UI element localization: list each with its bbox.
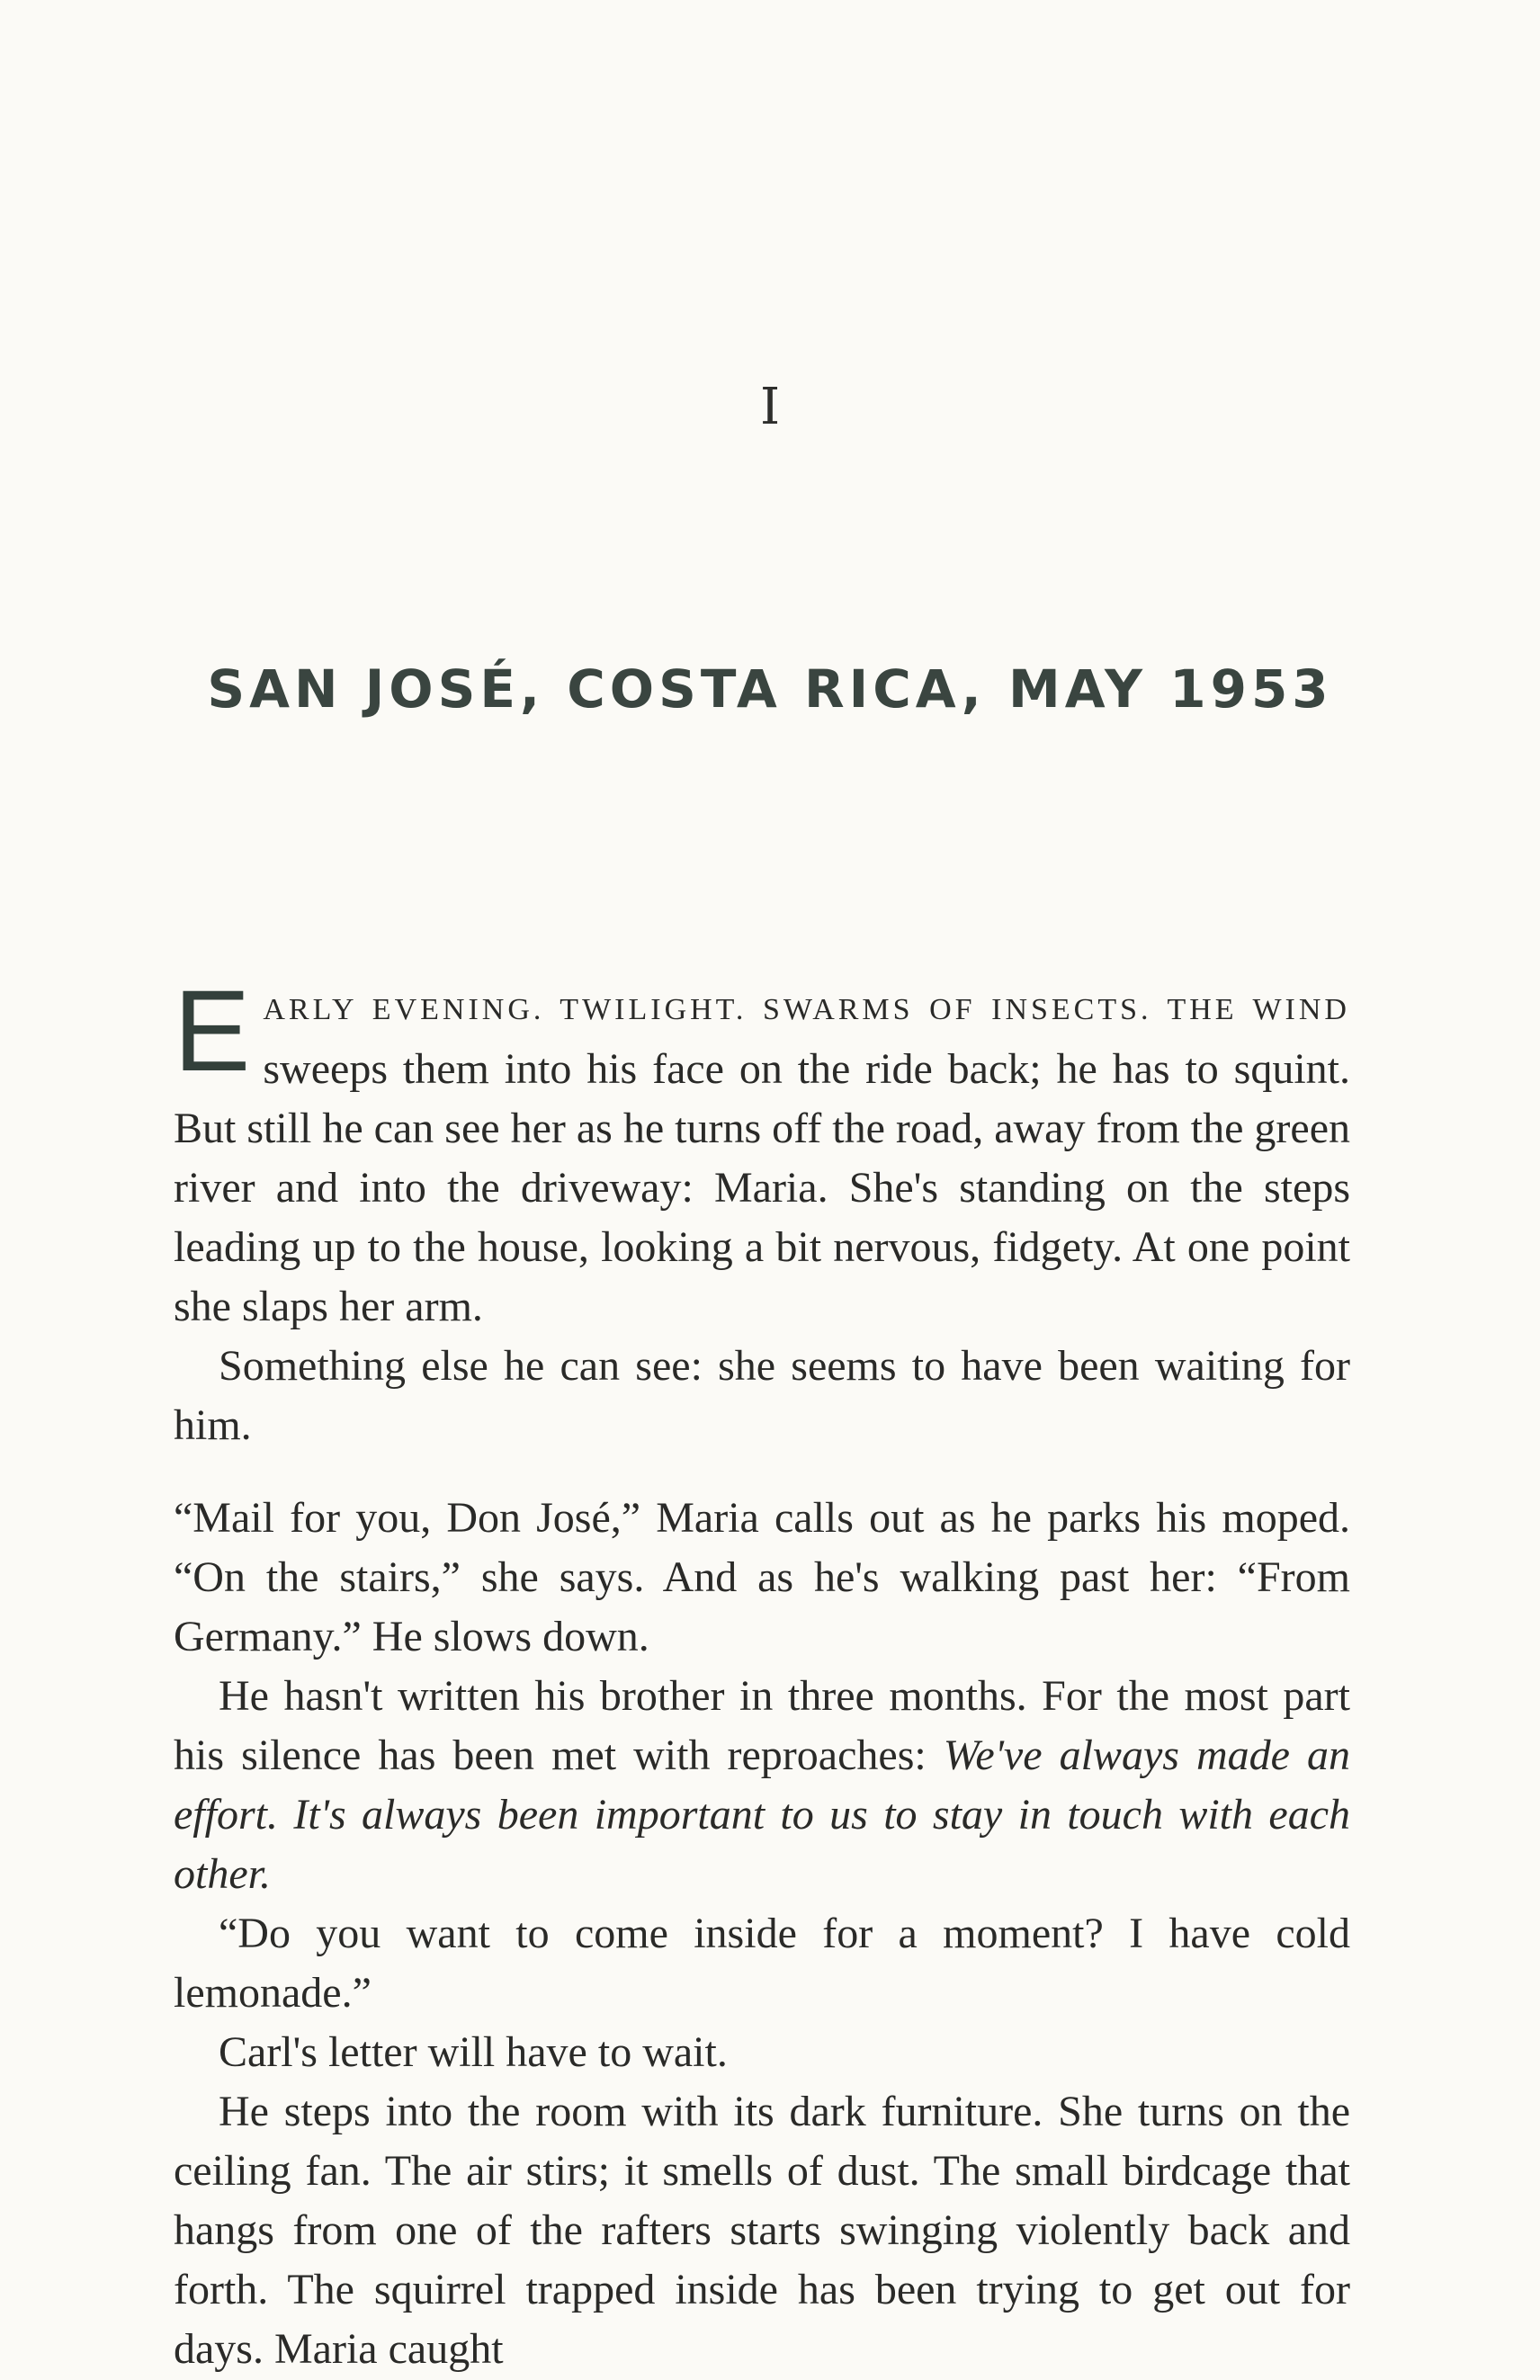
paragraph: “Mail for you, Don José,” Maria calls out as he parks his moped. “On the stairs,” she says. And as he's walking past her: “From Germany.” He slows down. <box>174 1494 1350 1660</box>
paragraph: Carl's letter will have to wait. <box>219 2028 728 2076</box>
opening-paragraph <box>174 967 1350 1337</box>
italic-text: We've always made an effort. It's always been important to us to stay in touch with each other. <box>174 1731 1351 1898</box>
paragraph-text: He hasn't written his brother in three months. For the most part his silence has been met with reproaches: <box>174 1672 1350 1779</box>
opening-smallcaps: ARLY EVENING. TWILIGHT. SWARMS OF INSECTS. THE WIND <box>263 993 1350 1026</box>
chapter-title: SAN JOSÉ, COSTA RICA, MAY 1953 <box>207 658 1333 720</box>
opening-text: sweeps them into his face on the ride back; he has to squint. But still he can see her as he turns off the road, away from the green river and into the driveway: Maria. She's standing on the steps leading up to the house, looking a bit nervous, fidgety. At one point she slaps her arm. <box>174 1045 1350 1330</box>
paragraph: “Do you want to come inside for a moment? I have cold lemonade.” <box>174 1910 1350 2017</box>
opening-section <box>174 967 1350 1455</box>
drop-cap: E <box>174 967 251 1096</box>
chapter-number: I <box>759 378 781 436</box>
paragraph: He steps into the room with its dark furniture. She turns on the ceiling fan. The air stirs; it smells of dust. The small birdcage that hangs from one of the rafters starts swinging violently back and forth. The squirrel trapped inside has been trying to get out for days. Maria caught <box>174 2088 1350 2373</box>
paragraph: Something else he can see: she seems to have been waiting for him. <box>174 1342 1350 1449</box>
paragraph <box>174 1667 1350 1904</box>
section-two <box>174 1489 1350 2379</box>
